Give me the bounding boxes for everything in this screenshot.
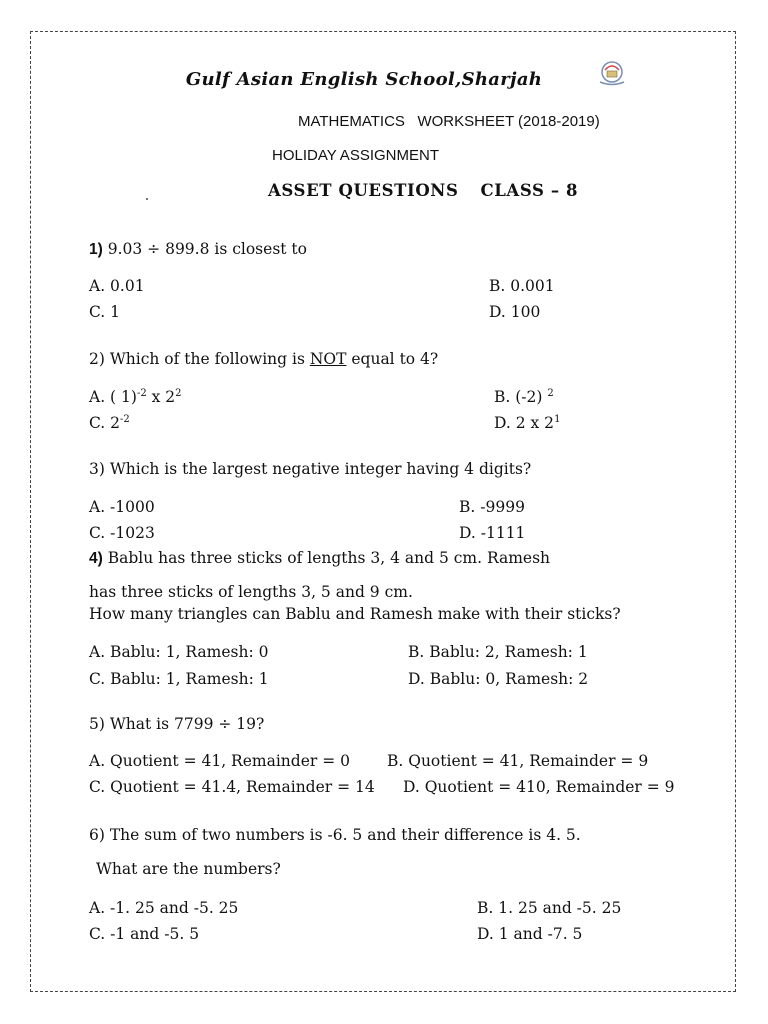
q6-option-c: C. -1 and -5. 5 bbox=[89, 925, 200, 943]
question-number: 6) bbox=[89, 826, 105, 844]
q6-option-d: D. 1 and -7. 5 bbox=[477, 925, 583, 943]
question-text-end: equal to 4? bbox=[346, 350, 439, 368]
question-text: 9.03 ÷ 899.8 is closest to bbox=[102, 240, 307, 258]
q3-option-a: A. -1000 bbox=[89, 498, 155, 516]
question-text: Bablu has three sticks of lengths 3, 4 and 5 cm. Ramesh bbox=[102, 549, 551, 567]
question-number: 4) bbox=[89, 550, 103, 567]
question-1 bbox=[89, 240, 307, 259]
question-text: The sum of two numbers is -6. 5 and their difference is 4. 5. bbox=[104, 826, 581, 844]
question-number: 1) bbox=[89, 241, 103, 258]
q6-option-a: A. -1. 25 and -5. 25 bbox=[89, 899, 239, 917]
school-logo-icon bbox=[596, 58, 628, 88]
question-2 bbox=[89, 350, 438, 368]
q5-option-d: D. Quotient = 410, Remainder = 9 bbox=[403, 778, 675, 796]
question-text: Which is the largest negative integer having 4 digits? bbox=[104, 460, 532, 478]
holiday-assignment-heading: HOLIDAY ASSIGNMENT bbox=[272, 147, 439, 164]
q4-option-b: B. Bablu: 2, Ramesh: 1 bbox=[408, 643, 588, 661]
stray-dot bbox=[146, 198, 148, 200]
q4-option-c: C. Bablu: 1, Ramesh: 1 bbox=[89, 670, 269, 688]
question-number: 3) bbox=[89, 460, 105, 478]
question-text: Which of the following is bbox=[104, 350, 310, 368]
class-label: CLASS – 8 bbox=[480, 181, 579, 200]
worksheet-subtitle: MATHEMATICS WORKSHEET (2018-2019) bbox=[298, 113, 600, 130]
q1-option-c: C. 1 bbox=[89, 303, 121, 321]
q5-option-c: C. Quotient = 41.4, Remainder = 14 bbox=[89, 778, 375, 796]
q2-option-a: A. ( 1)$^{-2}$ x $2^2$ bbox=[89, 388, 182, 406]
question-4-line-2: has three sticks of lengths 3, 5 and 9 cm. bbox=[89, 583, 413, 601]
q3-option-b: B. -9999 bbox=[459, 498, 525, 516]
question-emphasis: NOT bbox=[309, 350, 347, 368]
q1-option-b: B. 0.001 bbox=[489, 277, 555, 295]
asset-label: ASSET QUESTIONS bbox=[268, 181, 459, 200]
q2-option-c: C. $2^{-2}$ bbox=[89, 414, 130, 432]
q5-option-b: B. Quotient = 41, Remainder = 9 bbox=[387, 752, 649, 770]
question-text: What is 7799 ÷ 19? bbox=[104, 715, 265, 733]
question-number: 5) bbox=[89, 715, 105, 733]
question-6 bbox=[89, 826, 581, 844]
question-4 bbox=[89, 549, 550, 568]
q1-option-a: A. 0.01 bbox=[89, 277, 145, 295]
q2-option-b: B. (-2) $^2$ bbox=[494, 388, 554, 406]
q4-option-d: D. Bablu: 0, Ramesh: 2 bbox=[408, 670, 589, 688]
question-3 bbox=[89, 460, 531, 478]
q4-option-a: A. Bablu: 1, Ramesh: 0 bbox=[89, 643, 269, 661]
question-5 bbox=[89, 715, 264, 733]
q3-option-d: D. -1111 bbox=[459, 524, 526, 542]
question-6-line-2: What are the numbers? bbox=[96, 860, 281, 878]
q2-option-d: D. 2 x $2^1$ bbox=[494, 414, 561, 432]
q6-option-b: B. 1. 25 and -5. 25 bbox=[477, 899, 622, 917]
question-number: 2) bbox=[89, 350, 105, 368]
asset-heading bbox=[268, 181, 578, 200]
school-name: Gulf Asian English School,Sharjah bbox=[185, 69, 543, 90]
q1-option-d: D. 100 bbox=[489, 303, 541, 321]
q3-option-c: C. -1023 bbox=[89, 524, 155, 542]
q5-option-a: A. Quotient = 41, Remainder = 0 bbox=[89, 752, 350, 770]
question-4-line-3: How many triangles can Bablu and Ramesh make with their sticks? bbox=[89, 605, 621, 623]
